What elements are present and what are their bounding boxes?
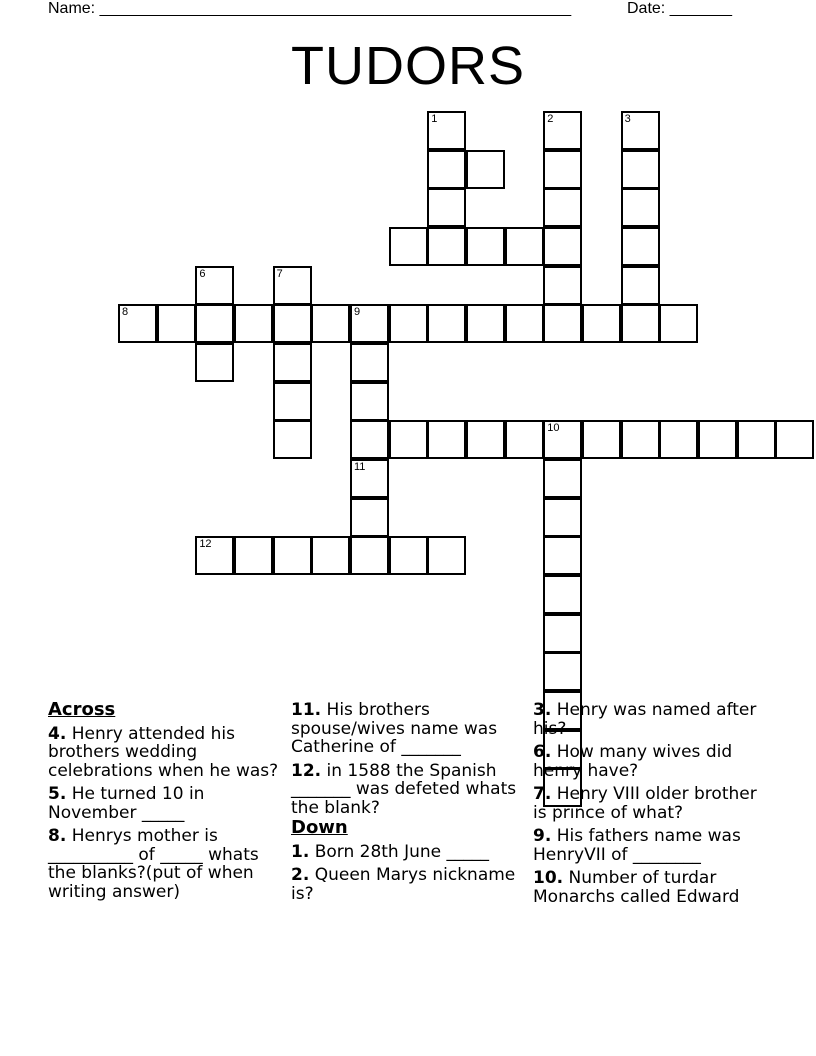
grid-cell[interactable] <box>350 459 389 498</box>
clue-down-3: 3. Henry was named after his? <box>533 700 757 739</box>
grid-cell[interactable] <box>234 304 273 343</box>
grid-cell[interactable] <box>621 111 660 150</box>
clue-down-1: 1. Born 28th June _____ <box>291 841 490 862</box>
grid-cell[interactable] <box>543 227 582 266</box>
grid-cell[interactable] <box>737 420 776 459</box>
grid-cell[interactable] <box>466 304 505 343</box>
grid-cell[interactable] <box>273 266 312 305</box>
grid-cell[interactable] <box>466 150 505 189</box>
grid-cell[interactable] <box>543 304 582 343</box>
clue-across-4: 4. Henry attended his brothers wedding celebrations when he was? <box>48 723 279 781</box>
clue-number: 3 <box>624 113 631 125</box>
grid-cell[interactable] <box>427 150 466 189</box>
clue-down-7: 7. Henry VIII older brother is prince of what? <box>533 784 757 823</box>
grid-cell[interactable] <box>698 420 737 459</box>
grid-cell[interactable] <box>273 420 312 459</box>
clue-number: 9 <box>353 306 361 319</box>
grid-cell[interactable] <box>389 420 428 459</box>
grid-cell[interactable] <box>157 304 196 343</box>
grid-cell[interactable] <box>543 614 582 653</box>
clue-down-9: 9. His fathers name was HenryVII of ________ <box>533 826 741 865</box>
grid-cell[interactable] <box>543 652 582 691</box>
clue-number: 11 <box>353 460 366 473</box>
name-line[interactable]: Name: _____________________________________________________ <box>48 0 572 17</box>
clue-number: 6 <box>199 267 206 280</box>
clue-number: 1 <box>431 113 438 125</box>
grid-cell[interactable] <box>273 304 312 343</box>
grid-cell[interactable] <box>311 536 350 575</box>
grid-cell[interactable] <box>195 343 234 382</box>
grid-cell[interactable] <box>505 304 544 343</box>
grid-cell[interactable] <box>543 575 582 614</box>
grid-cell[interactable] <box>427 536 466 575</box>
grid-cell[interactable] <box>543 459 582 498</box>
grid-cell[interactable] <box>350 343 389 382</box>
grid-cell[interactable] <box>621 420 660 459</box>
grid-cell[interactable] <box>621 266 660 305</box>
grid-cell[interactable] <box>350 304 389 343</box>
grid-cell[interactable] <box>427 227 466 266</box>
grid-cell[interactable] <box>350 498 389 537</box>
clues-column-2 <box>291 701 527 908</box>
across-heading: Across <box>48 699 116 720</box>
grid-cell[interactable] <box>621 227 660 266</box>
grid-cell[interactable] <box>466 227 505 266</box>
clue-across-12: 12. in 1588 the Spanish _______ was defeted whats the blank? <box>291 760 517 818</box>
grid-cell[interactable] <box>582 304 621 343</box>
clue-number: 8 <box>122 306 129 319</box>
grid-cell[interactable] <box>427 188 466 227</box>
grid-cell[interactable] <box>350 420 389 459</box>
grid-cell[interactable] <box>543 498 582 537</box>
clue-down-10: 10. Number of turdar Monarchs called Edward <box>533 868 740 907</box>
grid-cell[interactable] <box>350 382 389 421</box>
clue-number: 7 <box>276 267 283 280</box>
grid-cell[interactable] <box>273 382 312 421</box>
puzzle-title: TUDORS <box>291 36 525 96</box>
clues-column-1 <box>48 701 284 906</box>
grid-cell[interactable] <box>659 304 698 343</box>
clues-column-3 <box>533 701 769 911</box>
grid-cell[interactable] <box>389 536 428 575</box>
grid-cell[interactable] <box>621 188 660 227</box>
clue-down-2: 2. Queen Marys nickname is? <box>291 865 516 904</box>
grid-cell[interactable] <box>427 111 466 150</box>
grid-cell[interactable] <box>543 111 582 150</box>
grid-cell[interactable] <box>543 150 582 189</box>
grid-cell[interactable] <box>273 343 312 382</box>
grid-cell[interactable] <box>389 304 428 343</box>
grid-cell[interactable] <box>659 420 698 459</box>
grid-cell[interactable] <box>505 420 544 459</box>
down-heading: Down <box>291 817 348 838</box>
clue-across-11: 11. His brothers spouse/wives name was Catherine of _______ <box>291 700 498 757</box>
grid-cell[interactable] <box>775 420 814 459</box>
grid-cell[interactable] <box>427 420 466 459</box>
grid-cell[interactable] <box>582 420 621 459</box>
grid-cell[interactable] <box>543 266 582 305</box>
clue-number: 2 <box>547 113 554 125</box>
grid-cell[interactable] <box>195 266 234 305</box>
grid-cell[interactable] <box>505 227 544 266</box>
grid-cell[interactable] <box>427 304 466 343</box>
grid-cell[interactable] <box>621 304 660 343</box>
grid-cell[interactable] <box>195 304 234 343</box>
grid-cell[interactable] <box>389 227 428 266</box>
clue-number: 12 <box>199 538 212 551</box>
grid-cell[interactable] <box>543 188 582 227</box>
grid-cell[interactable] <box>621 150 660 189</box>
grid-cell[interactable] <box>466 420 505 459</box>
grid-cell[interactable] <box>273 536 312 575</box>
grid-cell[interactable] <box>118 304 157 343</box>
grid-cell[interactable] <box>350 536 389 575</box>
clue-number: 10 <box>547 422 560 435</box>
grid-cell[interactable] <box>543 420 582 459</box>
grid-cell[interactable] <box>543 536 582 575</box>
grid-cell[interactable] <box>234 536 273 575</box>
date-line[interactable]: Date: _______ <box>627 0 732 17</box>
clue-across-8: 8. Henrys mother is __________ of _____ whats the blanks?(put of when writing answer) <box>48 826 259 902</box>
grid-cell[interactable] <box>311 304 350 343</box>
grid-cell[interactable] <box>195 536 234 575</box>
clue-down-6: 6. How many wives did henry have? <box>533 742 733 781</box>
clue-across-5: 5. He turned 10 in November _____ <box>48 784 205 823</box>
